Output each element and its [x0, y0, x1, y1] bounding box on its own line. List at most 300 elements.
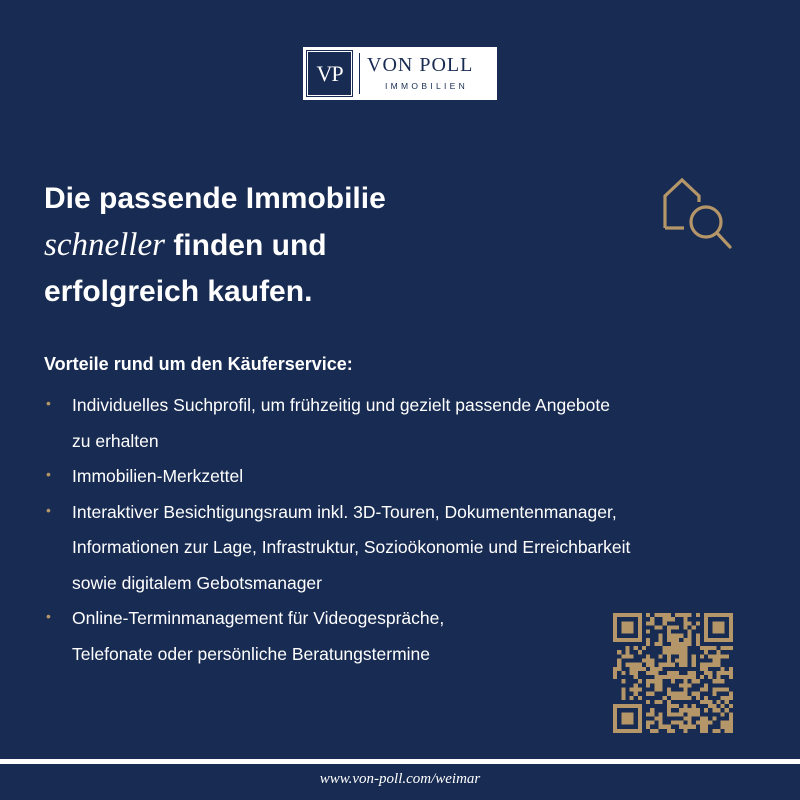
qr-module — [729, 725, 733, 729]
qr-module — [721, 687, 725, 691]
qr-module — [663, 696, 667, 700]
logo-monogram: VP — [307, 51, 352, 96]
qr-module — [638, 663, 642, 667]
qr-module — [721, 704, 725, 708]
qr-module — [646, 683, 650, 687]
qr-module — [712, 654, 716, 658]
qr-module — [654, 675, 658, 679]
benefit-line: Immobilien-Merkzettel — [72, 466, 244, 486]
qr-module — [650, 692, 654, 696]
qr-module — [721, 721, 725, 725]
qr-module — [704, 696, 708, 700]
qr-module — [687, 708, 691, 712]
qr-module — [671, 671, 675, 675]
qr-module — [663, 675, 667, 679]
qr-module — [659, 716, 663, 720]
qr-module — [692, 659, 696, 663]
qr-module — [667, 692, 671, 696]
qr-module — [663, 613, 667, 617]
qr-module — [716, 675, 720, 679]
qr-module — [617, 659, 621, 663]
qr-module — [700, 654, 704, 658]
qr-module — [679, 725, 683, 729]
qr-module — [654, 679, 658, 683]
footer-divider — [0, 759, 800, 764]
list-item — [44, 495, 734, 602]
qr-module — [708, 663, 712, 667]
qr-module — [621, 696, 625, 700]
qr-module — [675, 696, 679, 700]
qr-module — [642, 646, 646, 650]
qr-module — [687, 716, 691, 720]
qr-module — [687, 642, 691, 646]
qr-module — [646, 671, 650, 675]
qr-module — [721, 696, 725, 700]
qr-module — [687, 683, 691, 687]
qr-module — [663, 617, 667, 621]
qr-module — [679, 663, 683, 667]
qr-module — [671, 704, 675, 708]
qr-module — [700, 729, 704, 733]
qr-module — [621, 712, 633, 724]
qr-module — [667, 704, 671, 708]
qr-module — [617, 667, 621, 671]
qr-module — [679, 708, 683, 712]
qr-module — [646, 663, 650, 667]
qr-module — [667, 650, 671, 654]
qr-module — [671, 663, 675, 667]
qr-module — [704, 721, 708, 725]
qr-module — [696, 696, 700, 700]
headline-emphasis: schneller — [44, 227, 165, 263]
qr-module — [630, 667, 634, 671]
qr-module — [716, 654, 720, 658]
qr-module — [679, 654, 683, 658]
qr-module — [725, 708, 729, 712]
qr-module — [716, 687, 720, 691]
qr-module — [725, 646, 729, 650]
qr-module — [671, 675, 675, 679]
qr-module — [667, 654, 671, 658]
qr-module — [613, 675, 617, 679]
qr-module — [692, 625, 696, 629]
qr-module — [675, 625, 679, 629]
qr-module — [683, 625, 687, 629]
qr-module — [692, 704, 696, 708]
qr-module — [646, 712, 650, 716]
qr-module — [667, 646, 671, 650]
qr-module — [683, 638, 687, 642]
qr-module — [675, 712, 679, 716]
benefit-line: Interaktiver Besichtigungsraum inkl. 3D-Touren, Dokumentenmanager, — [72, 501, 617, 522]
qr-module — [683, 708, 687, 712]
qr-module — [638, 679, 642, 683]
qr-module — [679, 675, 683, 679]
qr-module — [667, 675, 671, 679]
qr-module — [679, 642, 683, 646]
qr-module — [704, 729, 708, 733]
qr-module — [679, 721, 683, 725]
qr-module — [646, 659, 650, 663]
qr-module — [659, 654, 663, 658]
qr-module — [671, 696, 675, 700]
qr-module — [671, 638, 675, 642]
qr-module — [712, 621, 724, 633]
qr-module — [729, 671, 733, 675]
qr-module — [659, 721, 663, 725]
qr-module — [700, 725, 704, 729]
qr-module — [630, 696, 634, 700]
qr-module — [704, 667, 708, 671]
qr-module — [729, 675, 733, 679]
qr-module — [625, 654, 629, 658]
qr-module — [725, 729, 729, 733]
qr-module — [683, 650, 687, 654]
qr-module — [683, 642, 687, 646]
headline-line-1: Die passende Immobilie — [44, 182, 386, 215]
qr-module — [630, 654, 634, 658]
qr-module — [712, 646, 716, 650]
qr-module — [729, 646, 733, 650]
qr-module — [671, 650, 675, 654]
qr-module — [687, 675, 691, 679]
qr-module — [634, 663, 638, 667]
qr-module — [716, 650, 720, 654]
qr-module — [646, 725, 650, 729]
qr-module — [725, 721, 729, 725]
qr-module — [634, 683, 638, 687]
qr-module — [675, 675, 679, 679]
qr-module — [630, 663, 634, 667]
qr-module — [663, 663, 667, 667]
qr-module — [712, 679, 716, 683]
qr-module — [646, 700, 650, 704]
qr-module — [679, 650, 683, 654]
qr-module — [667, 617, 671, 621]
qr-module — [638, 667, 642, 671]
qr-module — [687, 712, 691, 716]
qr-module — [729, 721, 733, 725]
qr-module — [704, 687, 708, 691]
qr-module — [634, 667, 638, 671]
qr-module — [712, 708, 716, 712]
qr-module — [667, 630, 671, 634]
qr-module — [679, 613, 683, 617]
qr-module — [667, 638, 671, 642]
qr-module — [671, 721, 675, 725]
qr-module — [687, 630, 691, 634]
qr-module — [650, 721, 654, 725]
qr-module — [683, 663, 687, 667]
qr-module — [654, 700, 658, 704]
qr-module — [712, 692, 716, 696]
qr-module — [704, 671, 708, 675]
qr-module — [679, 696, 683, 700]
qr-module — [708, 721, 712, 725]
qr-code[interactable] — [613, 613, 733, 733]
qr-module — [634, 671, 638, 675]
benefit-text — [72, 459, 734, 495]
qr-module — [650, 663, 654, 667]
qr-module — [638, 687, 642, 691]
qr-module — [725, 700, 729, 704]
qr-module — [663, 646, 667, 650]
qr-module — [621, 654, 625, 658]
qr-module — [654, 671, 658, 675]
qr-module — [634, 687, 638, 691]
footer-url-link[interactable]: www.von-poll.com/weimar — [319, 771, 481, 787]
qr-module — [630, 671, 634, 675]
qr-module — [679, 646, 683, 650]
qr-module — [725, 725, 729, 729]
qr-module — [675, 638, 679, 642]
qr-module — [654, 642, 658, 646]
qr-module — [712, 716, 716, 720]
qr-module — [650, 621, 654, 625]
qr-module — [667, 671, 671, 675]
qr-module — [675, 646, 679, 650]
qr-module — [638, 696, 642, 700]
qr-module — [671, 712, 675, 716]
qr-module — [700, 675, 704, 679]
qr-module — [675, 692, 679, 696]
qr-module — [671, 625, 675, 629]
qr-module — [654, 729, 658, 733]
qr-module — [687, 621, 691, 625]
qr-module — [659, 725, 663, 729]
qr-module — [663, 725, 667, 729]
qr-module — [729, 712, 733, 716]
qr-module — [708, 704, 712, 708]
qr-module — [650, 659, 654, 663]
qr-module — [634, 675, 638, 679]
qr-module — [675, 659, 679, 663]
list-item — [44, 459, 734, 495]
qr-module — [621, 679, 625, 683]
qr-module — [708, 675, 712, 679]
qr-module — [638, 650, 642, 654]
qr-module — [675, 634, 679, 638]
qr-module — [704, 663, 708, 667]
qr-module — [659, 679, 663, 683]
qr-module — [700, 687, 704, 691]
qr-module — [712, 729, 716, 733]
qr-module — [683, 654, 687, 658]
qr-module — [675, 721, 679, 725]
qr-module — [646, 679, 650, 683]
qr-module — [663, 621, 667, 625]
qr-module — [646, 721, 650, 725]
qr-module — [659, 642, 663, 646]
qr-module — [667, 663, 671, 667]
qr-module — [667, 625, 671, 629]
qr-module — [679, 683, 683, 687]
qr-module — [650, 617, 654, 621]
qr-module — [683, 613, 687, 617]
qr-module — [671, 634, 675, 638]
logo-subtitle: IMMOBILIEN — [385, 81, 469, 91]
qr-module — [704, 650, 708, 654]
qr-module — [630, 687, 634, 691]
qr-module — [696, 613, 700, 617]
qr-module — [625, 650, 629, 654]
benefit-line: Individuelles Suchprofil, um frühzeitig und gezielt passende Angebote — [72, 395, 610, 415]
qr-module — [646, 654, 650, 658]
qr-module — [721, 671, 725, 675]
bullet-icon: • — [46, 395, 51, 411]
qr-module — [716, 663, 720, 667]
qr-module — [654, 625, 658, 629]
house-search-icon — [662, 172, 734, 252]
qr-module — [712, 687, 716, 691]
qr-module — [654, 683, 658, 687]
qr-module — [683, 687, 687, 691]
qr-module — [716, 729, 720, 733]
qr-module — [729, 716, 733, 720]
qr-module — [683, 617, 687, 621]
qr-module — [687, 613, 691, 617]
qr-module — [613, 667, 617, 671]
qr-module — [659, 634, 663, 638]
qr-module — [671, 642, 675, 646]
qr-module — [667, 725, 671, 729]
qr-module — [712, 704, 716, 708]
qr-module — [650, 729, 654, 733]
benefit-line: zu erhalten — [72, 430, 159, 451]
qr-module — [721, 654, 725, 658]
list-item — [44, 388, 734, 459]
qr-module — [721, 646, 725, 650]
qr-module — [650, 712, 654, 716]
logo-divider — [359, 53, 360, 94]
benefit-line: Telefonate oder persönliche Beratungstermine — [72, 643, 430, 664]
benefit-line: sowie digitalem Gebotsmanager — [72, 572, 322, 593]
qr-module — [659, 625, 663, 629]
qr-module — [700, 700, 704, 704]
qr-module — [625, 646, 629, 650]
qr-module — [696, 642, 700, 646]
qr-module — [692, 692, 696, 696]
qr-module — [708, 654, 712, 658]
qr-module — [675, 642, 679, 646]
qr-module — [700, 646, 704, 650]
bullet-icon: • — [46, 466, 51, 482]
qr-module — [687, 725, 691, 729]
qr-module — [646, 692, 650, 696]
qr-module — [617, 663, 621, 667]
qr-module — [646, 613, 650, 617]
qr-module — [642, 667, 646, 671]
qr-module — [716, 671, 720, 675]
qr-module — [700, 716, 704, 720]
qr-module — [725, 696, 729, 700]
qr-module — [650, 667, 654, 671]
qr-module — [683, 621, 687, 625]
qr-module — [650, 671, 654, 675]
qr-module — [700, 667, 704, 671]
qr-module — [716, 700, 720, 704]
qr-module — [687, 696, 691, 700]
qr-module — [625, 663, 629, 667]
headline-line-3: erfolgreich kaufen. — [44, 275, 313, 308]
qr-module — [716, 659, 720, 663]
qr-module — [721, 667, 725, 671]
benefits-title: Vorteile rund um den Käuferservice: — [44, 354, 353, 374]
qr-module — [654, 687, 658, 691]
qr-module — [692, 654, 696, 658]
benefit-text — [72, 495, 734, 602]
qr-module — [729, 704, 733, 708]
qr-module — [696, 634, 700, 638]
qr-module — [621, 692, 625, 696]
qr-module — [683, 729, 687, 733]
qr-module — [659, 700, 663, 704]
qr-module — [667, 700, 671, 704]
von-poll-logo[interactable] — [303, 47, 497, 100]
qr-module — [617, 650, 621, 654]
page-headline — [44, 176, 604, 315]
qr-module — [659, 663, 663, 667]
qr-module — [721, 712, 725, 716]
qr-module — [646, 630, 650, 634]
bullet-icon: • — [46, 501, 51, 518]
qr-module — [704, 725, 708, 729]
logo-name: VON POLL — [367, 54, 474, 76]
qr-module — [667, 613, 671, 617]
qr-module — [696, 638, 700, 642]
qr-module — [721, 725, 725, 729]
benefit-text — [72, 388, 734, 459]
qr-module — [729, 729, 733, 733]
qr-module — [704, 716, 708, 720]
qr-module — [671, 617, 675, 621]
qr-module — [659, 667, 663, 671]
qr-module — [708, 700, 712, 704]
qr-module — [621, 687, 625, 691]
qr-module — [696, 708, 700, 712]
qr-module — [671, 679, 675, 683]
qr-module — [654, 667, 658, 671]
qr-module — [729, 692, 733, 696]
qr-module — [659, 687, 663, 691]
qr-module — [692, 708, 696, 712]
benefit-line: Online-Terminmanagement für Videogespräche, — [72, 608, 445, 628]
qr-module — [675, 671, 679, 675]
qr-module — [725, 671, 729, 675]
qr-module — [704, 683, 708, 687]
qr-module — [679, 692, 683, 696]
qr-module — [634, 692, 638, 696]
qr-module — [696, 679, 700, 683]
qr-module — [729, 696, 733, 700]
qr-module — [675, 650, 679, 654]
qr-module — [683, 716, 687, 720]
qr-module — [708, 671, 712, 675]
qr-module — [650, 708, 654, 712]
qr-module — [671, 646, 675, 650]
qr-module — [683, 646, 687, 650]
qr-module — [659, 683, 663, 687]
qr-module — [712, 663, 716, 667]
qr-module — [683, 725, 687, 729]
qr-module — [716, 708, 720, 712]
qr-module — [716, 679, 720, 683]
qr-module — [683, 679, 687, 683]
qr-module — [692, 663, 696, 667]
qr-module — [683, 696, 687, 700]
qr-module — [725, 654, 729, 658]
qr-module — [642, 659, 646, 663]
